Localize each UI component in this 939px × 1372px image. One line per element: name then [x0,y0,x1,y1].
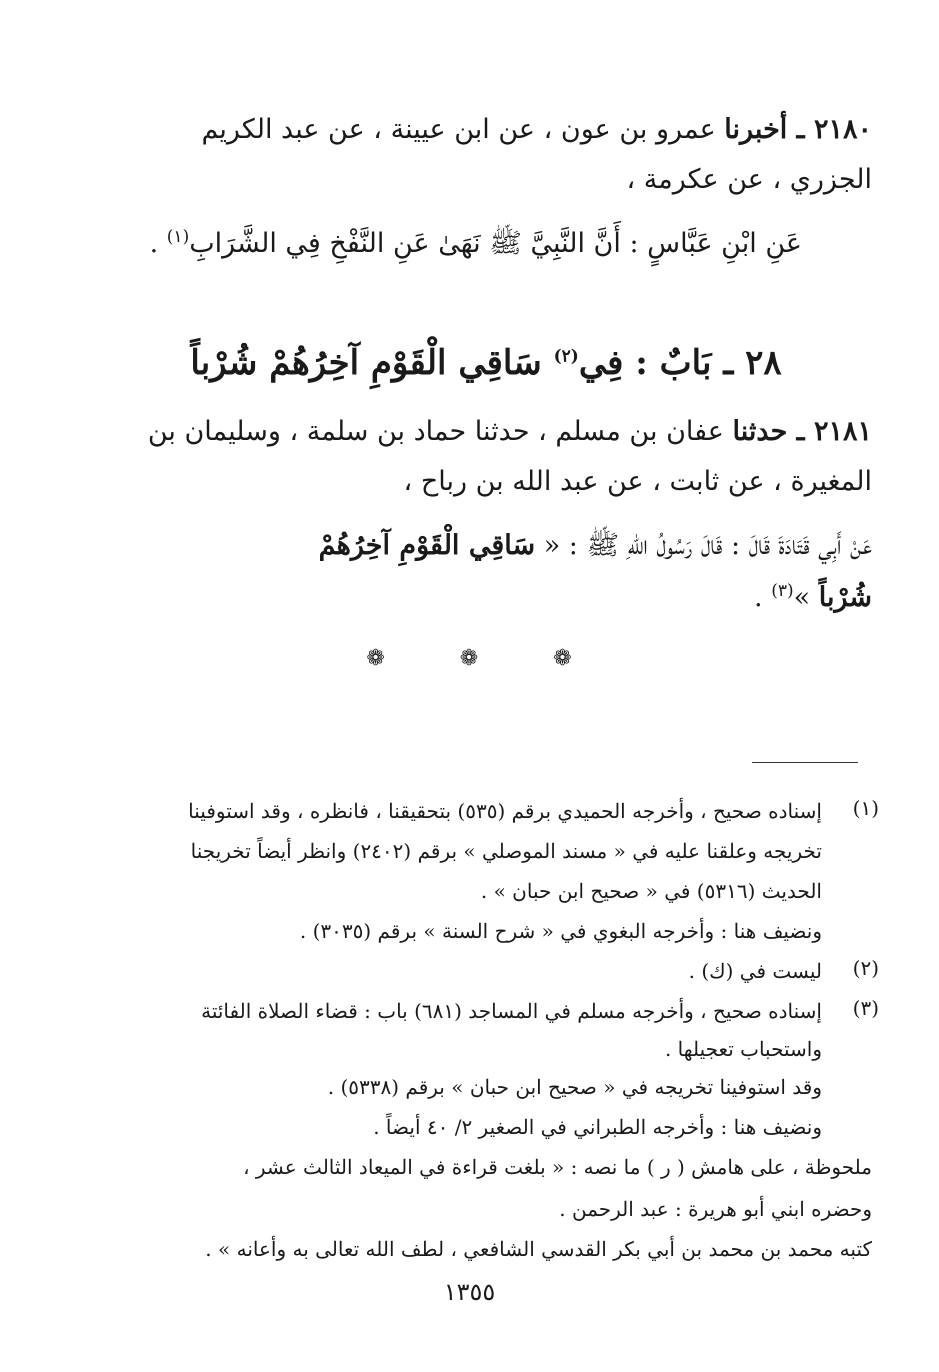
footnote-ref-3: (٣) [771,581,794,601]
footnote-3-number: (٣) [852,996,879,1020]
chapter-title-start: ٢٨ ـ بَابٌ : فِي [578,343,782,383]
footnote-3-line: كتبه محمد بن محمد بن أبي بكر القدسي الشافعي ، لطف الله تعالى به وأعانه » . [205,1237,872,1261]
hadith-2181-isnad-2: المغيرة ، عن ثابت ، عن عبد الله بن رباح ، [403,466,872,497]
hadith-2181-quote-close: » [793,582,811,613]
hadith-2181-quote-2: شُرْباً [818,582,872,613]
footnote-1-line: إسناده صحيح ، وأخرجه الحميدي برقم (٥٣٥) بتحقيقنا ، فانظره ، وقد استوفينا [188,799,822,823]
footnote-3-line: إسناده صحيح ، وأخرجه مسلم في المساجد (٦٨١) باب : قضاء الصلاة الفائتة [201,999,822,1023]
footnote-ref-1: (١) [166,227,190,247]
footnote-3-line: ونضيف هنا : وأخرجه الطبراني في الصغير ٢/ ٤٠ أيضاً . [373,1115,822,1139]
footnote-1-line: تخريجه وعلقنا عليه في « مسند الموصلي » برقم (٢٤٠٢) وانظر أيضاً تخريجنا [190,839,822,863]
chapter-title-rest: سَاقِي الْقَوْمِ آخِرُهُمْ شُرْباً [190,343,542,383]
hadith-2180-line-1 [100,108,872,152]
footnote-ref-2: (٢) [553,346,579,367]
footnote-2-number: (٢) [852,956,879,980]
footnote-1-number: (١) [852,796,879,820]
hadith-2180-number: ٢١٨٠ ـ أخبرنا [724,114,872,145]
hadith-2181-matn-text: عَنْ أَبِي قَتَادَةَ قَالَ : قَالَ رَسُولُ اللهِ ﷺ : « [543,530,872,561]
footnote-2-line: ليست في (ك) . [688,959,822,983]
hadith-2181-matn-line-1 [100,524,872,568]
hadith-2181-quote-1: سَاقِي الْقَوْمِ آخِرُهُمْ [318,530,536,561]
hadith-2181-line-1 [100,410,872,454]
hadith-2181-matn-line-2 [100,576,872,620]
footnote-divider [752,762,858,763]
hadith-2180-matn [100,222,802,266]
hadith-2180-isnad-2: الجزري ، عن عكرمة ، [626,164,872,195]
hadith-2181-matn-end: . [754,582,772,613]
hadith-2180-matn-end: . [149,228,167,259]
footnote-3-line: وحضره ابني أبو هريرة : عبد الرحمن . [559,1197,872,1221]
hadith-2181-number: ٢١٨١ ـ حدثنا [732,416,872,447]
page-number: ١٣٥٥ [443,1278,496,1306]
hadith-2180-line-2 [100,158,872,202]
footnote-1-line: ونضيف هنا : وأخرجه البغوي في « شرح السنة » برقم (٣٠٣٥) . [299,919,822,943]
hadith-2180-isnad-1: عمرو بن عون ، عن ابن عيينة ، عن عبد الكريم [201,114,716,145]
hadith-2181-isnad-1: عفان بن مسلم ، حدثنا حماد بن سلمة ، وسليمان بن [147,416,724,447]
footnote-3-line: ملحوظة ، على هامش ( ر ) ما نصه : « بلغت قراءة في الميعاد الثالث عشر ، [243,1155,872,1179]
chapter-heading [100,338,872,388]
footnote-3-line: وقد استوفينا تخريجه في « صحيح ابن حبان » برقم (٥٣٣٨) . [327,1075,822,1099]
footnote-1-line: الحديث (٥٣١٦) في « صحيح ابن حبان » . [480,879,822,903]
hadith-2180-matn-text: عَنِ ابْنِ عَبَّاسٍ : أَنَّ النَّبِيَّ ﷺ نَهَىٰ عَنِ النَّفْخِ فِي الشَّرَابِ [189,228,802,259]
footnote-3-line: واستحباب تعجيلها . [664,1037,822,1061]
hadith-2181-line-2 [100,460,872,504]
section-separator: ❁ ❁ ❁ [366,646,606,671]
